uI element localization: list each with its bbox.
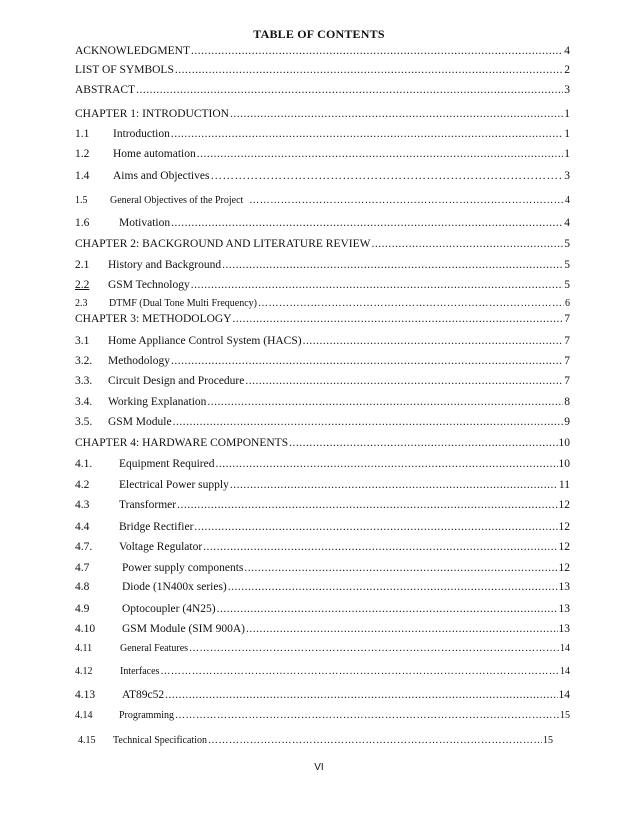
toc-entry-page: 10 bbox=[558, 458, 570, 470]
toc-entry-title: Transformer bbox=[119, 499, 177, 511]
toc-entry-leader bbox=[175, 708, 559, 724]
toc-entry-page: 14 bbox=[560, 666, 570, 677]
toc-entry bbox=[75, 43, 570, 59]
toc-entry bbox=[75, 236, 570, 252]
footer-page-number: VI bbox=[314, 762, 324, 773]
toc-entry-page: 15 bbox=[560, 710, 570, 721]
toc-entry-number: 2.1 bbox=[75, 259, 90, 271]
toc-entry-number: 4.15 bbox=[78, 735, 96, 746]
toc-entry bbox=[75, 579, 570, 595]
toc-entry-number: 2.2 bbox=[75, 279, 90, 291]
toc-entry-page: 13 bbox=[558, 581, 570, 593]
toc-entry-leader bbox=[136, 82, 563, 98]
toc-entry-number: 4.3 bbox=[75, 499, 90, 511]
toc-entry-page: 13 bbox=[558, 623, 570, 635]
toc-entry bbox=[75, 456, 570, 472]
toc-entry-title: Home automation bbox=[113, 148, 196, 160]
toc-entry-page: 3 bbox=[564, 170, 570, 182]
toc-entry-number: 4.14 bbox=[75, 710, 93, 721]
toc-entry-leader bbox=[245, 373, 563, 389]
toc-entry bbox=[78, 733, 553, 749]
toc-entry-leader bbox=[216, 456, 558, 472]
toc-entry bbox=[75, 353, 570, 369]
toc-entry bbox=[75, 215, 570, 231]
toc-entry bbox=[75, 414, 570, 430]
toc-entry bbox=[75, 168, 570, 184]
toc-entry bbox=[75, 277, 570, 293]
toc-entry-page: 5 bbox=[564, 279, 570, 291]
toc-entry-number: 1.1 bbox=[75, 128, 90, 140]
toc-entry-number: 3.3. bbox=[75, 375, 93, 387]
toc-entry-leader bbox=[171, 353, 563, 369]
toc-entry-title: GSM Module bbox=[108, 416, 172, 428]
toc-entry-number: 3.4. bbox=[75, 396, 93, 408]
toc-entry-title: ACKNOWLEDGMENT bbox=[75, 45, 190, 57]
toc-entry-title: Optocoupler (4N25) bbox=[122, 603, 216, 615]
toc-entry-leader bbox=[233, 311, 564, 327]
toc-entry-page: 5 bbox=[564, 238, 570, 250]
toc-entry-leader bbox=[203, 539, 557, 555]
toc-entry-number: 1.2 bbox=[75, 148, 90, 160]
toc-entry bbox=[75, 311, 570, 327]
toc-entry-leader bbox=[175, 62, 563, 78]
toc-entry-title: Programming bbox=[119, 710, 174, 721]
toc-entry-page: 5 bbox=[564, 259, 570, 271]
toc-entry-number: 1.6 bbox=[75, 217, 90, 229]
toc-entry-page: 6 bbox=[565, 298, 570, 309]
toc-entry bbox=[75, 296, 570, 312]
toc-entry bbox=[75, 373, 570, 389]
toc-entry-number: 4.10 bbox=[75, 623, 96, 635]
toc-entry-leader bbox=[303, 333, 564, 349]
toc-entry bbox=[75, 519, 570, 535]
toc-entry-leader bbox=[230, 106, 563, 122]
toc-entry-number: 4.8 bbox=[75, 581, 90, 593]
toc-entry bbox=[75, 146, 570, 162]
toc-entry-title: AT89c52 bbox=[122, 689, 165, 701]
toc-entry-leader bbox=[194, 519, 557, 535]
toc-entry-title: Technical Specification bbox=[113, 735, 207, 746]
toc-entry-leader bbox=[208, 733, 542, 749]
toc-entry bbox=[75, 560, 570, 576]
toc-entry-leader bbox=[228, 579, 558, 595]
toc-entry-leader bbox=[171, 215, 563, 231]
toc-entry-number: 3.5. bbox=[75, 416, 93, 428]
toc-entry-number: 2.3 bbox=[75, 298, 88, 309]
toc-entry-leader bbox=[222, 257, 563, 273]
toc-entry-page: 14 bbox=[560, 643, 570, 654]
toc-entry bbox=[75, 394, 570, 410]
toc-entry-title: CHAPTER 4: HARDWARE COMPONENTS bbox=[75, 437, 289, 449]
toc-entry-title: Methodology bbox=[108, 355, 170, 367]
toc-entry-leader bbox=[210, 168, 563, 184]
toc-entry-number: 4.1. bbox=[75, 458, 93, 470]
toc-entry-title: Power supply components bbox=[122, 562, 244, 574]
toc-entry bbox=[75, 497, 570, 513]
toc-entry-title: Motivation bbox=[119, 217, 171, 229]
toc-entry bbox=[75, 664, 570, 680]
toc-entry-page: 12 bbox=[558, 499, 570, 511]
toc-entry-number: 4.12 bbox=[75, 666, 93, 677]
toc-entry-title: History and Background bbox=[108, 259, 222, 271]
toc-entry-number: 3.1 bbox=[75, 335, 90, 347]
toc-entry-leader bbox=[217, 601, 558, 617]
toc-entry bbox=[75, 687, 570, 703]
toc-entry-title: CHAPTER 2: BACKGROUND AND LITERATURE REVIEW bbox=[75, 238, 371, 250]
toc-entry-number: 4.9 bbox=[75, 603, 90, 615]
toc-entry-title: Bridge Rectifier bbox=[119, 521, 194, 533]
toc-entry-page: 15 bbox=[543, 735, 553, 746]
toc-entry-page: 12 bbox=[558, 562, 570, 574]
toc-entry-page: 14 bbox=[558, 689, 570, 701]
toc-entry-leader bbox=[197, 146, 564, 162]
toc-entry-title: GSM Module (SIM 900A) bbox=[122, 623, 245, 635]
toc-entry-page: 7 bbox=[564, 313, 570, 325]
toc-entry-number: 4.13 bbox=[75, 689, 96, 701]
toc-entry-page: 1 bbox=[564, 128, 570, 140]
toc-entry-page: 4 bbox=[564, 217, 570, 229]
toc-entry-page: 11 bbox=[558, 479, 570, 491]
toc-entry-title: Voltage Regulator bbox=[119, 541, 203, 553]
toc-entry-page: 7 bbox=[564, 335, 570, 347]
toc-entry-title: General Objectives of the Project bbox=[110, 195, 244, 206]
toc-entry-leader bbox=[191, 43, 563, 59]
toc-entry-number: 3.2. bbox=[75, 355, 93, 367]
toc-entry-leader bbox=[189, 641, 559, 657]
toc-entry-number: 1.5 bbox=[75, 195, 88, 206]
toc-entry-leader bbox=[289, 435, 557, 451]
toc-entry-page: 13 bbox=[558, 603, 570, 615]
toc-entry-number: 4.4 bbox=[75, 521, 90, 533]
toc-entry-title: Working Explanation bbox=[108, 396, 207, 408]
toc-entry-page: 2 bbox=[564, 64, 570, 76]
toc-entry-leader bbox=[171, 126, 563, 142]
toc-entry-page: 7 bbox=[564, 355, 570, 367]
toc-entry-leader bbox=[258, 296, 564, 312]
toc-entry-leader bbox=[249, 193, 564, 209]
toc-entry-page: 12 bbox=[558, 541, 570, 553]
toc-entry bbox=[75, 477, 570, 493]
toc-entry-page: 8 bbox=[564, 396, 570, 408]
toc-entry-title: DTMF (Dual Tone Multi Frequency) bbox=[109, 298, 257, 309]
toc-entry bbox=[75, 708, 570, 724]
toc-entry-number: 4.11 bbox=[75, 643, 93, 654]
toc-entry-leader bbox=[165, 687, 557, 703]
toc-entry-number: 1.4 bbox=[75, 170, 90, 182]
toc-entry bbox=[75, 193, 570, 209]
toc-entry bbox=[75, 333, 570, 349]
toc-entry-title: ABSTRACT bbox=[75, 84, 136, 96]
toc-entry bbox=[75, 126, 570, 142]
page-title: TABLE OF CONTENTS bbox=[253, 27, 385, 41]
toc-entry-page: 12 bbox=[558, 521, 570, 533]
toc-entry-leader bbox=[191, 277, 564, 293]
toc-entry-title: LIST OF SYMBOLS bbox=[75, 64, 174, 76]
toc-entry-title: Electrical Power supply bbox=[119, 479, 229, 491]
toc-entry-leader bbox=[207, 394, 563, 410]
toc-entry-leader bbox=[230, 477, 558, 493]
toc-entry-title: Circuit Design and Procedure bbox=[108, 375, 245, 387]
toc-entry-page: 10 bbox=[558, 437, 570, 449]
toc-entry bbox=[75, 62, 570, 78]
toc-entry-title: Equipment Required bbox=[119, 458, 215, 470]
toc-entry-page: 1 bbox=[564, 108, 570, 120]
toc-entry-title: Aims and Objectives bbox=[113, 170, 210, 182]
toc-entry-title: CHAPTER 3: METHODOLOGY bbox=[75, 313, 232, 325]
toc-entry bbox=[75, 621, 570, 637]
toc-entry-page: 3 bbox=[564, 84, 570, 96]
toc-entry bbox=[75, 106, 570, 122]
toc-entry-leader bbox=[177, 497, 557, 513]
toc-entry bbox=[75, 257, 570, 273]
toc-entry-page: 9 bbox=[564, 416, 570, 428]
toc-entry-title: General Features bbox=[120, 643, 189, 654]
toc-entry-title: GSM Technology bbox=[108, 279, 190, 291]
toc-entry-number: 4.7 bbox=[75, 562, 90, 574]
toc-entry-title: Home Appliance Control System (HACS) bbox=[108, 335, 302, 347]
toc-entry-page: 7 bbox=[564, 375, 570, 387]
toc-entry-number: 4.2 bbox=[75, 479, 90, 491]
toc-entry bbox=[75, 601, 570, 617]
toc-entry-leader bbox=[244, 560, 557, 576]
toc-entry-number: 4.7. bbox=[75, 541, 93, 553]
toc-entry-title: Diode (1N400x series) bbox=[122, 581, 227, 593]
toc-entry-leader bbox=[160, 664, 559, 680]
toc-entry bbox=[75, 435, 570, 451]
toc-entry-page: 1 bbox=[564, 148, 570, 160]
toc-entry-title: CHAPTER 1: INTRODUCTION bbox=[75, 108, 229, 120]
toc-entry-leader bbox=[246, 621, 558, 637]
toc-entry-leader bbox=[173, 414, 564, 430]
toc-entry bbox=[75, 539, 570, 555]
toc-entry-title: Introduction bbox=[113, 128, 170, 140]
toc-entry bbox=[75, 641, 570, 657]
toc-entry bbox=[75, 82, 570, 98]
toc-entry-page: 4 bbox=[565, 195, 570, 206]
toc-entry-leader bbox=[371, 236, 563, 252]
toc-entry-page: 4 bbox=[564, 45, 570, 57]
toc-entry-title: Interfaces bbox=[120, 666, 160, 677]
